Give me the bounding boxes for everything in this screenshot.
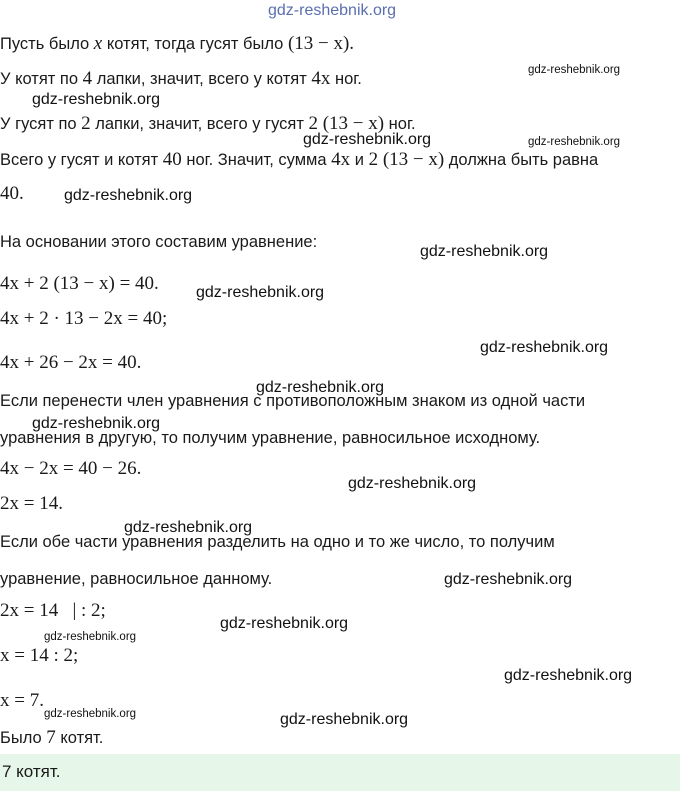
text-line-19 — [0, 727, 103, 749]
math-seven: 7 — [46, 727, 56, 748]
watermark: gdz-reshebnik.org — [44, 708, 137, 720]
text-line-6: На основании этого составим уравнение: — [0, 233, 318, 251]
math-forty-end: 40. — [0, 183, 24, 204]
text-line-2 — [0, 68, 362, 90]
text-line-10: Если перенести член уравнения с противоположным знаком из одной части — [0, 392, 586, 410]
text-fragment: и — [350, 151, 369, 169]
text-fragment: У гусят по — [0, 115, 82, 133]
watermark: gdz-reshebnik.org — [44, 631, 137, 643]
answer-text: 7 котят. — [2, 762, 61, 781]
text-line-1 — [0, 33, 354, 55]
watermark: gdz-reshebnik.org — [124, 519, 253, 536]
text-fragment: котят, тогда гусят было — [102, 35, 288, 53]
watermark-top: gdz-reshebnik.org — [268, 2, 397, 19]
text-fragment: лапки, значит, всего у гусят — [90, 115, 309, 133]
watermark: gdz-reshebnik.org — [303, 131, 432, 148]
text-fragment: лапки, значит, всего у котят — [92, 70, 312, 88]
text-line-15: уравнение, равносильное данному. — [0, 570, 273, 588]
watermark: gdz-reshebnik.org — [504, 667, 633, 684]
equation-1: 4x + 2 (13 − x) = 40. — [0, 273, 159, 294]
equation-4: 4x − 2x = 40 − 26. — [0, 458, 142, 479]
watermark: gdz-reshebnik.org — [220, 615, 349, 632]
equation-3: 4x + 26 − 2x = 40. — [0, 352, 142, 373]
watermark: gdz-reshebnik.org — [528, 136, 621, 148]
equation-6-divide: | : 2; — [72, 600, 106, 621]
math-two-expr: 2 (13 − x) — [308, 113, 385, 134]
math-four-x: 4x — [331, 149, 351, 170]
text-fragment: У котят по — [0, 70, 83, 88]
math-four-x: 4x — [311, 68, 331, 89]
watermark: gdz-reshebnik.org — [444, 571, 573, 588]
text-line-4 — [0, 149, 598, 171]
watermark: gdz-reshebnik.org — [528, 64, 621, 76]
text-line-14: Если обе части уравнения разделить на одно и то же число, то получим — [0, 533, 555, 551]
text-fragment: ног. — [330, 70, 362, 88]
text-fragment: Всего у гусят и котят — [0, 151, 163, 169]
equation-5: 2x = 14. — [0, 493, 63, 514]
text-fragment: Пусть было — [0, 35, 94, 53]
math-geese-expr: (13 − x). — [287, 33, 355, 54]
watermark: gdz-reshebnik.org — [420, 243, 549, 260]
equation-6 — [0, 600, 106, 622]
watermark: gdz-reshebnik.org — [32, 415, 161, 432]
math-forty: 40 — [162, 149, 182, 170]
watermark: gdz-reshebnik.org — [480, 339, 609, 356]
math-four: 4 — [82, 68, 93, 89]
watermark: gdz-reshebnik.org — [280, 711, 409, 728]
text-line-11: уравнения в другую, то получим уравнение, равносильное исходному. — [0, 429, 541, 447]
math-two-expr: 2 (13 − x) — [368, 149, 445, 170]
watermark: gdz-reshebnik.org — [196, 284, 325, 301]
equation-8: x = 7. — [0, 690, 44, 711]
equation-6-left: 2x = 14 — [0, 600, 59, 621]
equation-2: 4x + 2 · 13 − 2x = 40; — [0, 308, 168, 329]
text-fragment: ног. — [384, 115, 416, 133]
text-fragment: котят. — [55, 729, 104, 747]
math-x: x — [93, 33, 103, 54]
math-two: 2 — [81, 113, 91, 134]
watermark: gdz-reshebnik.org — [32, 91, 161, 108]
text-fragment: ног. Значит, сумма — [181, 151, 332, 169]
text-fragment: должна быть равна — [444, 151, 599, 169]
equation-7: x = 14 : 2; — [0, 645, 79, 666]
watermark: gdz-reshebnik.org — [348, 475, 477, 492]
text-fragment: Было — [0, 729, 47, 747]
answer-box — [0, 754, 680, 791]
watermark: gdz-reshebnik.org — [64, 187, 193, 204]
watermark: gdz-reshebnik.org — [256, 379, 385, 396]
